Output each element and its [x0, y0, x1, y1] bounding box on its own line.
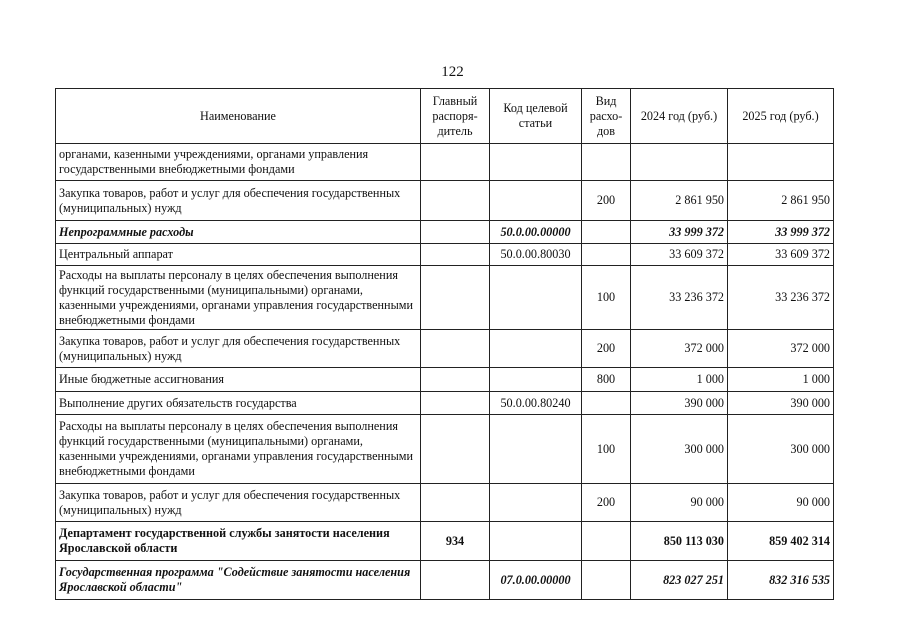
- budget-table: [55, 88, 834, 600]
- cell-admin: [421, 368, 490, 392]
- cell-code: 50.0.00.80030: [490, 244, 582, 266]
- cell-2025: 90 000: [728, 484, 834, 522]
- cell-name: Закупка товаров, работ и услуг для обеспечения государственных (муниципальных) нужд: [56, 330, 421, 368]
- table-row: [56, 181, 834, 221]
- cell-admin: [421, 561, 490, 600]
- cell-admin: [421, 244, 490, 266]
- cell-admin: [421, 330, 490, 368]
- cell-admin: [421, 266, 490, 330]
- cell-name: Закупка товаров, работ и услуг для обеспечения государственных (муниципальных) нужд: [56, 181, 421, 221]
- cell-code: 07.0.00.00000: [490, 561, 582, 600]
- table-row: [56, 561, 834, 600]
- cell-type: 200: [582, 484, 631, 522]
- cell-2025: 33 236 372: [728, 266, 834, 330]
- cell-code: 50.0.00.00000: [490, 221, 582, 244]
- cell-name: Иные бюджетные ассигнования: [56, 368, 421, 392]
- table-row: [56, 244, 834, 266]
- cell-2024: 90 000: [631, 484, 728, 522]
- header-2024: 2024 год (руб.): [631, 89, 728, 144]
- cell-code: [490, 144, 582, 181]
- table-row: [56, 484, 834, 522]
- cell-2024: 823 027 251: [631, 561, 728, 600]
- cell-name: Расходы на выплаты персоналу в целях обеспечения выполнения функций государственными (муниципальными) органами, казенными учреждениями, органами управления государственными внебюджетными фондами: [56, 266, 421, 330]
- page-number: 122: [441, 64, 464, 80]
- cell-code: [490, 484, 582, 522]
- table-row: [56, 144, 834, 181]
- table-header-row: [56, 89, 834, 144]
- cell-name: Расходы на выплаты персоналу в целях обеспечения выполнения функций государственными (муниципальными) органами, казенными учреждениями, органами управления государственными внебюджетными фондами: [56, 415, 421, 484]
- cell-2024: 372 000: [631, 330, 728, 368]
- cell-2025: 2 861 950: [728, 181, 834, 221]
- cell-2025: 859 402 314: [728, 522, 834, 561]
- table-row: [56, 415, 834, 484]
- table-row: [56, 392, 834, 415]
- cell-code: [490, 266, 582, 330]
- header-type: Вид расхо-дов: [582, 89, 631, 144]
- cell-2024: 2 861 950: [631, 181, 728, 221]
- cell-2024: 33 236 372: [631, 266, 728, 330]
- cell-2025: 372 000: [728, 330, 834, 368]
- cell-admin: [421, 144, 490, 181]
- cell-2025: 1 000: [728, 368, 834, 392]
- header-admin: Главный распоря-дитель: [421, 89, 490, 144]
- cell-2024: 850 113 030: [631, 522, 728, 561]
- cell-name: Центральный аппарат: [56, 244, 421, 266]
- table-row: [56, 522, 834, 561]
- cell-name: Департамент государственной службы занятости населения Ярославской области: [56, 522, 421, 561]
- cell-admin: [421, 415, 490, 484]
- header-name: Наименование: [56, 89, 421, 144]
- cell-2024: 1 000: [631, 368, 728, 392]
- cell-admin: [421, 221, 490, 244]
- table-row: [56, 266, 834, 330]
- cell-2024: 300 000: [631, 415, 728, 484]
- cell-admin: [421, 181, 490, 221]
- cell-2024: 33 999 372: [631, 221, 728, 244]
- cell-name: Выполнение других обязательств государства: [56, 392, 421, 415]
- cell-code: [490, 522, 582, 561]
- cell-2025: 300 000: [728, 415, 834, 484]
- table-row: [56, 221, 834, 244]
- cell-type: [582, 522, 631, 561]
- cell-2025: 33 999 372: [728, 221, 834, 244]
- cell-code: [490, 181, 582, 221]
- table-row: [56, 368, 834, 392]
- cell-type: 200: [582, 181, 631, 221]
- cell-code: 50.0.00.80240: [490, 392, 582, 415]
- cell-code: [490, 330, 582, 368]
- cell-2025: 33 609 372: [728, 244, 834, 266]
- cell-type: [582, 392, 631, 415]
- cell-name: Непрограммные расходы: [56, 221, 421, 244]
- cell-admin: [421, 392, 490, 415]
- header-2025: 2025 год (руб.): [728, 89, 834, 144]
- cell-name: органами, казенными учреждениями, органами управления государственными внебюджетными фондами: [56, 144, 421, 181]
- cell-code: [490, 368, 582, 392]
- cell-type: [582, 244, 631, 266]
- cell-type: [582, 561, 631, 600]
- cell-name: Государственная программа "Содействие занятости населения Ярославской области": [56, 561, 421, 600]
- cell-type: [582, 221, 631, 244]
- cell-2024: 390 000: [631, 392, 728, 415]
- table-row: [56, 330, 834, 368]
- cell-type: 800: [582, 368, 631, 392]
- cell-name: Закупка товаров, работ и услуг для обеспечения государственных (муниципальных) нужд: [56, 484, 421, 522]
- cell-type: 200: [582, 330, 631, 368]
- cell-2025: 390 000: [728, 392, 834, 415]
- cell-type: [582, 144, 631, 181]
- cell-2025: [728, 144, 834, 181]
- header-code: Код целевой статьи: [490, 89, 582, 144]
- cell-type: 100: [582, 266, 631, 330]
- cell-2024: 33 609 372: [631, 244, 728, 266]
- cell-admin: [421, 484, 490, 522]
- cell-2025: 832 316 535: [728, 561, 834, 600]
- cell-code: [490, 415, 582, 484]
- cell-admin: 934: [421, 522, 490, 561]
- cell-2024: [631, 144, 728, 181]
- cell-type: 100: [582, 415, 631, 484]
